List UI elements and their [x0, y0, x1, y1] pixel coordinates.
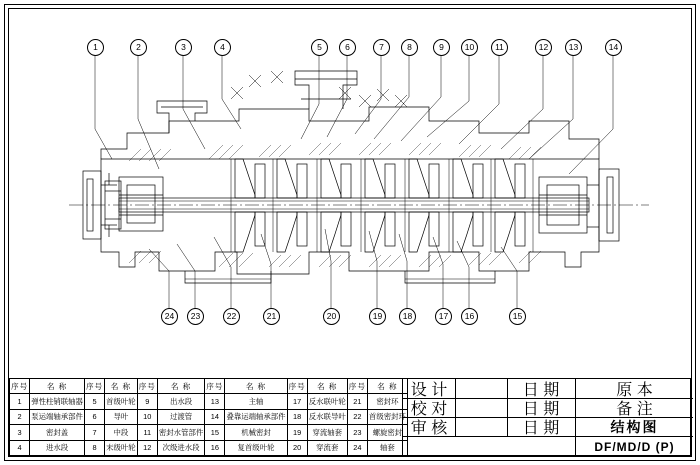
- part-seq: 6: [84, 409, 104, 424]
- parts-header-name-2: 名 称: [105, 379, 138, 394]
- part-name: 首级密封环: [367, 409, 407, 424]
- part-name: 密封环: [367, 394, 407, 409]
- part-seq: 9: [137, 394, 157, 409]
- part-seq: 12: [137, 440, 157, 455]
- part-name: 密封盖: [30, 425, 85, 440]
- parts-header-seq-2: 序号: [84, 379, 104, 394]
- title-block-title-area: [575, 379, 692, 455]
- parts-header-name-6: 名 称: [367, 379, 407, 394]
- approve-label: 审 核: [410, 420, 448, 437]
- check-label: 校 对: [410, 401, 448, 418]
- part-seq: 14: [205, 409, 225, 424]
- callout-23[interactable]: 23: [187, 308, 204, 325]
- callout-11[interactable]: 11: [491, 39, 508, 56]
- parts-list-row: [10, 394, 408, 409]
- part-seq: 20: [287, 440, 307, 455]
- callout-22[interactable]: 22: [223, 308, 240, 325]
- part-name: 末级叶轮: [105, 440, 138, 455]
- parts-header-name-4: 名 称: [225, 379, 287, 394]
- part-seq: 8: [84, 440, 104, 455]
- callout-5[interactable]: 5: [311, 39, 328, 56]
- part-name: 中段: [105, 425, 138, 440]
- check-date-label: 日 期: [522, 401, 560, 418]
- part-seq: 4: [10, 440, 30, 455]
- part-seq: 2: [10, 409, 30, 424]
- callout-1[interactable]: 1: [87, 39, 104, 56]
- part-seq: 13: [205, 394, 225, 409]
- part-name: 密封水管部件: [157, 425, 204, 440]
- part-name: 导叶: [105, 409, 138, 424]
- parts-list-row: [10, 409, 408, 424]
- part-name: 轴套: [367, 440, 407, 455]
- part-seq: 21: [347, 394, 367, 409]
- callout-15[interactable]: 15: [509, 308, 526, 325]
- parts-header-name-3: 名 称: [157, 379, 204, 394]
- design-date-label: 日 期: [522, 382, 560, 399]
- callout-14[interactable]: 14: [605, 39, 622, 56]
- model-code: DF/MD/D (P): [594, 439, 675, 454]
- part-name: 穿流套: [307, 440, 347, 455]
- part-name: 泵运端轴承部件: [30, 409, 85, 424]
- pump-drawing-svg: [9, 9, 691, 349]
- callout-4[interactable]: 4: [214, 39, 231, 56]
- part-seq: 24: [347, 440, 367, 455]
- part-name: 反水联叶轮: [307, 394, 347, 409]
- part-name: 机械密封: [225, 425, 287, 440]
- part-name: 反水联导叶: [307, 409, 347, 424]
- callout-17[interactable]: 17: [435, 308, 452, 325]
- parts-list-row: [10, 440, 408, 455]
- title-block-approval-area: [403, 379, 575, 455]
- version-label: 原 本: [616, 382, 653, 399]
- parts-list-table: [9, 378, 408, 456]
- parts-header-seq-1: 序号: [10, 379, 30, 394]
- part-name: 首级叶轮: [105, 394, 138, 409]
- callout-18[interactable]: 18: [399, 308, 416, 325]
- part-seq: 18: [287, 409, 307, 424]
- part-seq: 16: [205, 440, 225, 455]
- part-name: 进水段: [30, 440, 85, 455]
- callout-2[interactable]: 2: [130, 39, 147, 56]
- callout-7[interactable]: 7: [373, 39, 390, 56]
- part-name: 螺旋密封: [367, 425, 407, 440]
- parts-header-seq-6: 序号: [347, 379, 367, 394]
- part-name: 次级进水段: [157, 440, 204, 455]
- parts-header-name-1: 名 称: [30, 379, 85, 394]
- part-seq: 22: [347, 409, 367, 424]
- callout-13[interactable]: 13: [565, 39, 582, 56]
- callout-20[interactable]: 20: [323, 308, 340, 325]
- drawing-title: 结构图: [610, 418, 659, 435]
- part-name: 叠靠运端轴承部件: [225, 409, 287, 424]
- callout-21[interactable]: 21: [263, 308, 280, 325]
- design-label: 设 计: [410, 382, 448, 399]
- callout-10[interactable]: 10: [461, 39, 478, 56]
- parts-header-name-5: 名 称: [307, 379, 347, 394]
- part-seq: 5: [84, 394, 104, 409]
- part-seq: 23: [347, 425, 367, 440]
- callout-3[interactable]: 3: [175, 39, 192, 56]
- callout-16[interactable]: 16: [461, 308, 478, 325]
- parts-list-row: [10, 425, 408, 440]
- callout-19[interactable]: 19: [369, 308, 386, 325]
- part-seq: 19: [287, 425, 307, 440]
- part-seq: 1: [10, 394, 30, 409]
- callout-6[interactable]: 6: [339, 39, 356, 56]
- parts-header-seq-4: 序号: [205, 379, 225, 394]
- parts-header-seq-3: 序号: [137, 379, 157, 394]
- part-seq: 3: [10, 425, 30, 440]
- remark-label: 备 注: [616, 401, 653, 418]
- part-name: 弹性柱销联轴器: [30, 394, 85, 409]
- part-name: 穿流轴套: [307, 425, 347, 440]
- callout-24[interactable]: 24: [161, 308, 178, 325]
- title-block: [402, 378, 691, 456]
- parts-list-header-row: [10, 379, 408, 394]
- part-seq: 17: [287, 394, 307, 409]
- parts-header-seq-5: 序号: [287, 379, 307, 394]
- part-seq: 15: [205, 425, 225, 440]
- callout-9[interactable]: 9: [433, 39, 450, 56]
- part-name: 过渡管: [157, 409, 204, 424]
- part-name: 复首级叶轮: [225, 440, 287, 455]
- bottom-block: [9, 350, 691, 456]
- approve-date-label: 日 期: [522, 420, 560, 437]
- part-seq: 11: [137, 425, 157, 440]
- part-name: 出水段: [157, 394, 204, 409]
- callout-12[interactable]: 12: [535, 39, 552, 56]
- pump-sectional-drawing: [9, 9, 691, 349]
- part-seq: 10: [137, 409, 157, 424]
- callout-8[interactable]: 8: [401, 39, 418, 56]
- part-seq: 7: [84, 425, 104, 440]
- part-name: 主轴: [225, 394, 287, 409]
